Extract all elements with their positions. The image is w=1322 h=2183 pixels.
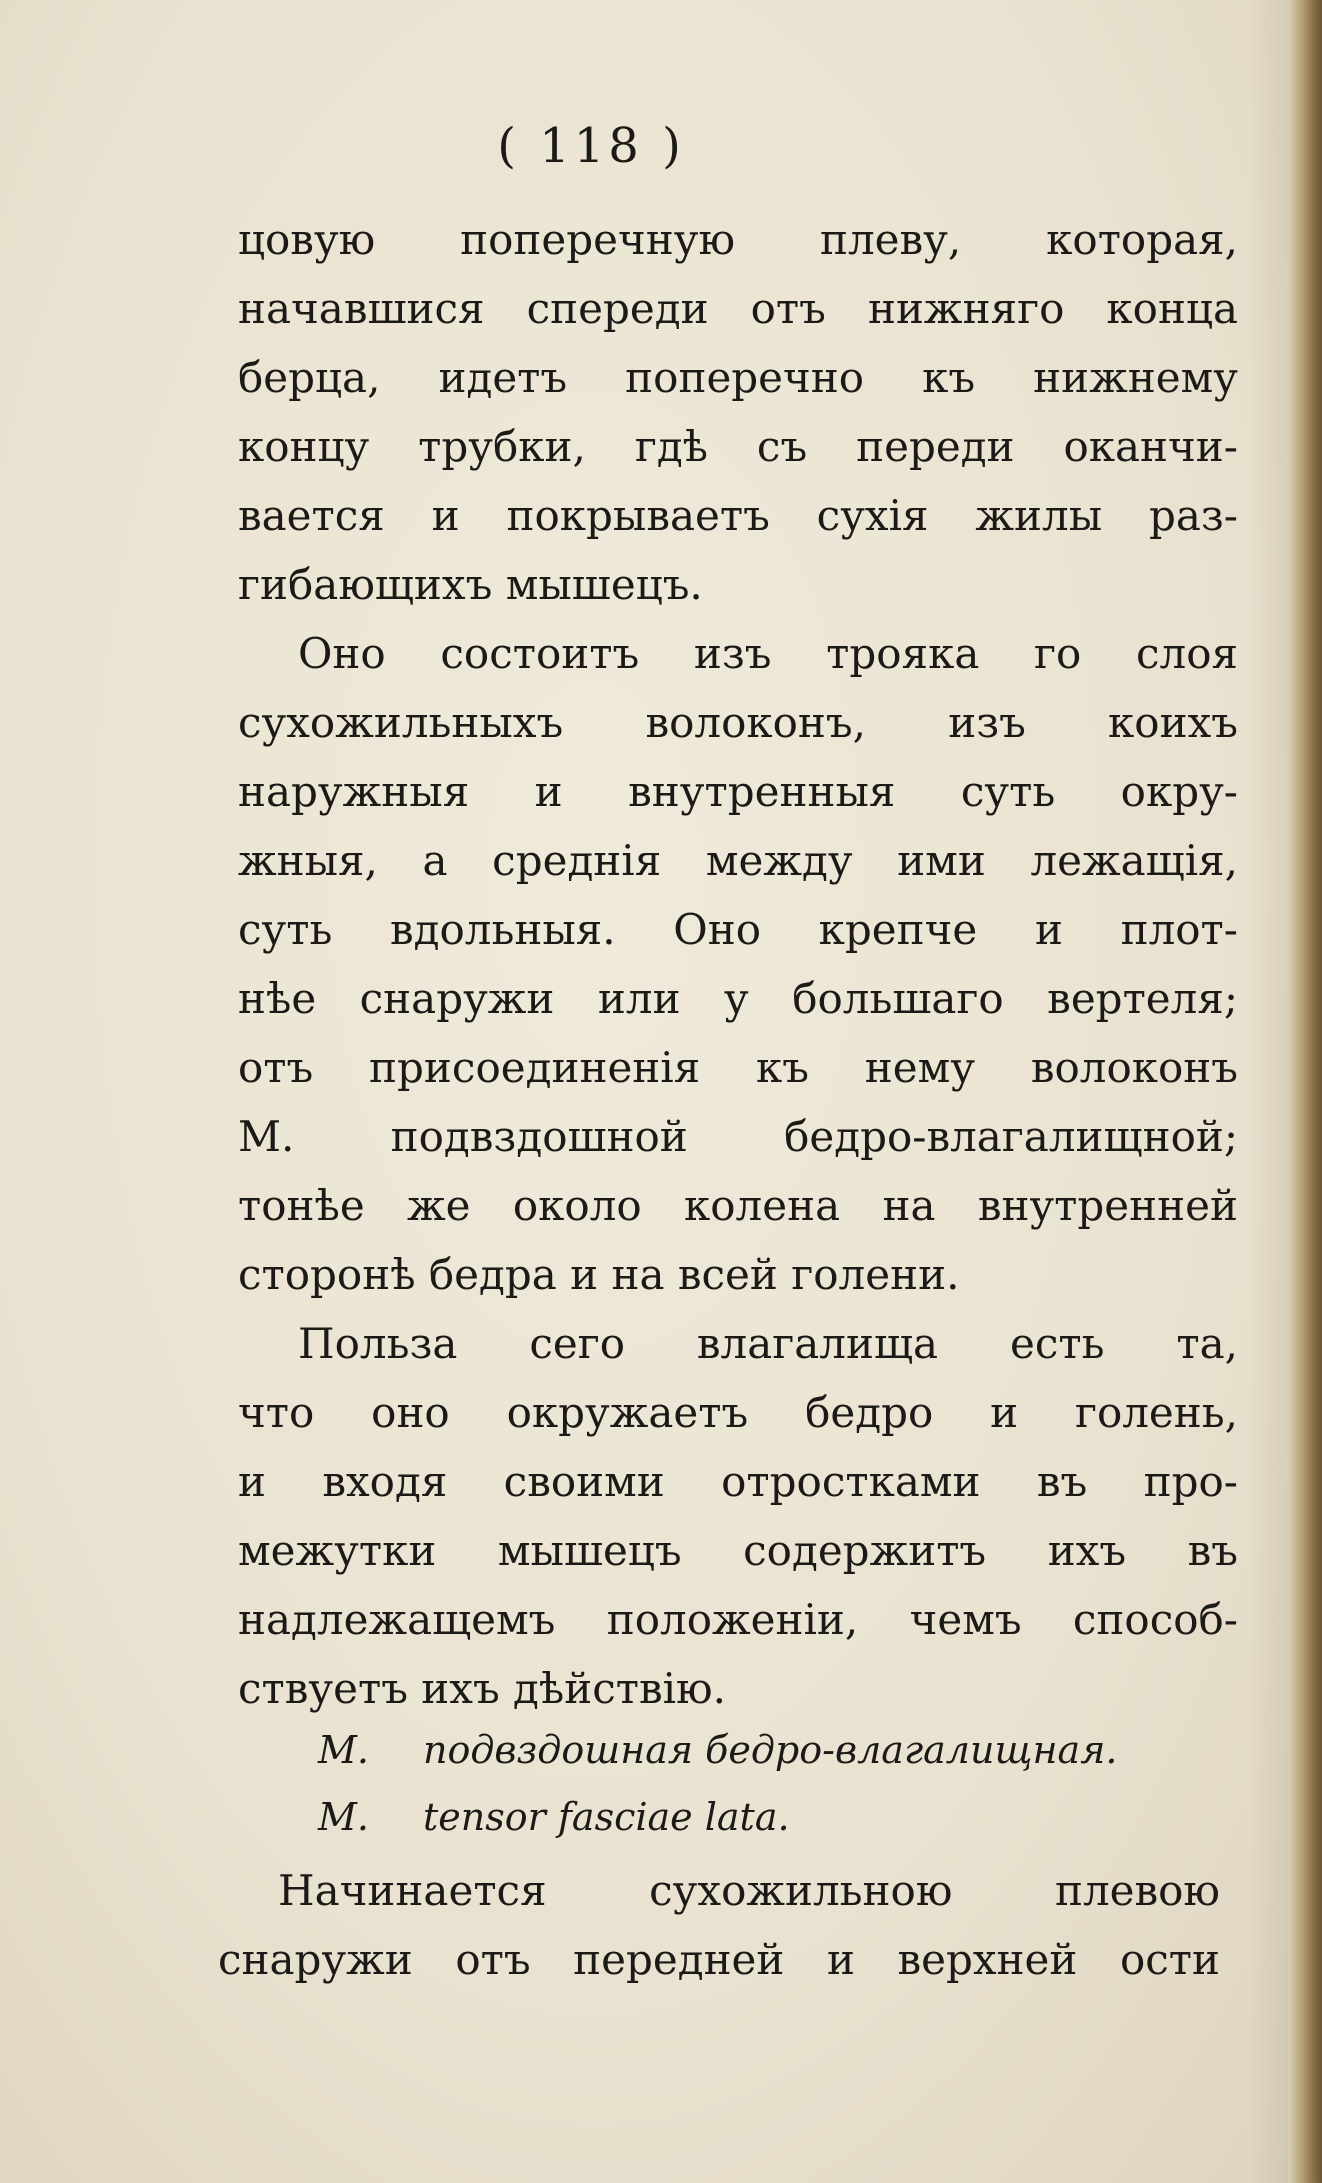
text-line: надлежащемъ положеніи, чемъ способ- (238, 1595, 1238, 1644)
text-line: Начинается сухожильною плевою (278, 1866, 1220, 1915)
muscle-heading (318, 1717, 1117, 1851)
text-line: Польза сего влагалища есть та, (298, 1319, 1238, 1368)
heading-abbr: M. (318, 1795, 369, 1839)
heading-latin (318, 1784, 1117, 1851)
text-line: отъ присоединенія къ нему волоконъ (238, 1043, 1238, 1092)
text-line: начавшися спереди отъ нижняго конца (238, 284, 1238, 333)
text-line: суть вдольныя. Оно крепче и плот- (238, 905, 1238, 954)
page-gutter-shadow (1248, 0, 1288, 2183)
text-line: нѣе снаружи или у большаго вертеля; (238, 974, 1238, 1023)
text-line: жныя, а среднія между ими лежащія, (238, 836, 1238, 885)
page-edge (1288, 0, 1322, 2183)
text-line: цовую поперечную плеву, которая, (238, 215, 1238, 264)
page-number: ( 118 ) (497, 118, 685, 174)
text-line: сторонѣ бедра и на всей голени. (238, 1250, 960, 1299)
text-line: гибающихъ мышецъ. (238, 560, 703, 609)
heading-russian (318, 1717, 1117, 1784)
text-line: ствуетъ ихъ дѣйствію. (238, 1664, 726, 1713)
text-line: концу трубки, гдѣ съ переди оканчи- (238, 422, 1238, 471)
text-line: сухожильныхъ волоконъ, изъ коихъ (238, 698, 1238, 747)
text-line: что оно окружаетъ бедро и голень, (238, 1388, 1238, 1437)
text-line: тонѣе же около колена на внутренней (238, 1181, 1238, 1230)
text-line: Оно состоитъ изъ трояка го слоя (298, 629, 1238, 678)
body-text (238, 205, 1238, 1723)
text-line: и входя своими отростками въ про- (238, 1457, 1238, 1506)
text-line: вается и покрываетъ сухія жилы раз- (238, 491, 1238, 540)
text-line: М. подвздошной бедро-влагалищной; (238, 1112, 1238, 1161)
text-line: межутки мышецъ содержитъ ихъ въ (238, 1526, 1238, 1575)
heading-name: tensor fasciae lata. (423, 1795, 790, 1839)
heading-abbr: M. (318, 1728, 369, 1772)
text-line: снаружи отъ передней и верхней ости (218, 1935, 1220, 1984)
text-line: берца, идетъ поперечно къ нижнему (238, 353, 1238, 402)
text-line: наружныя и внутренныя суть окру- (238, 767, 1238, 816)
final-paragraph (218, 1855, 1220, 1993)
heading-name: подвздошная бедро-влагалищная. (423, 1728, 1118, 1772)
